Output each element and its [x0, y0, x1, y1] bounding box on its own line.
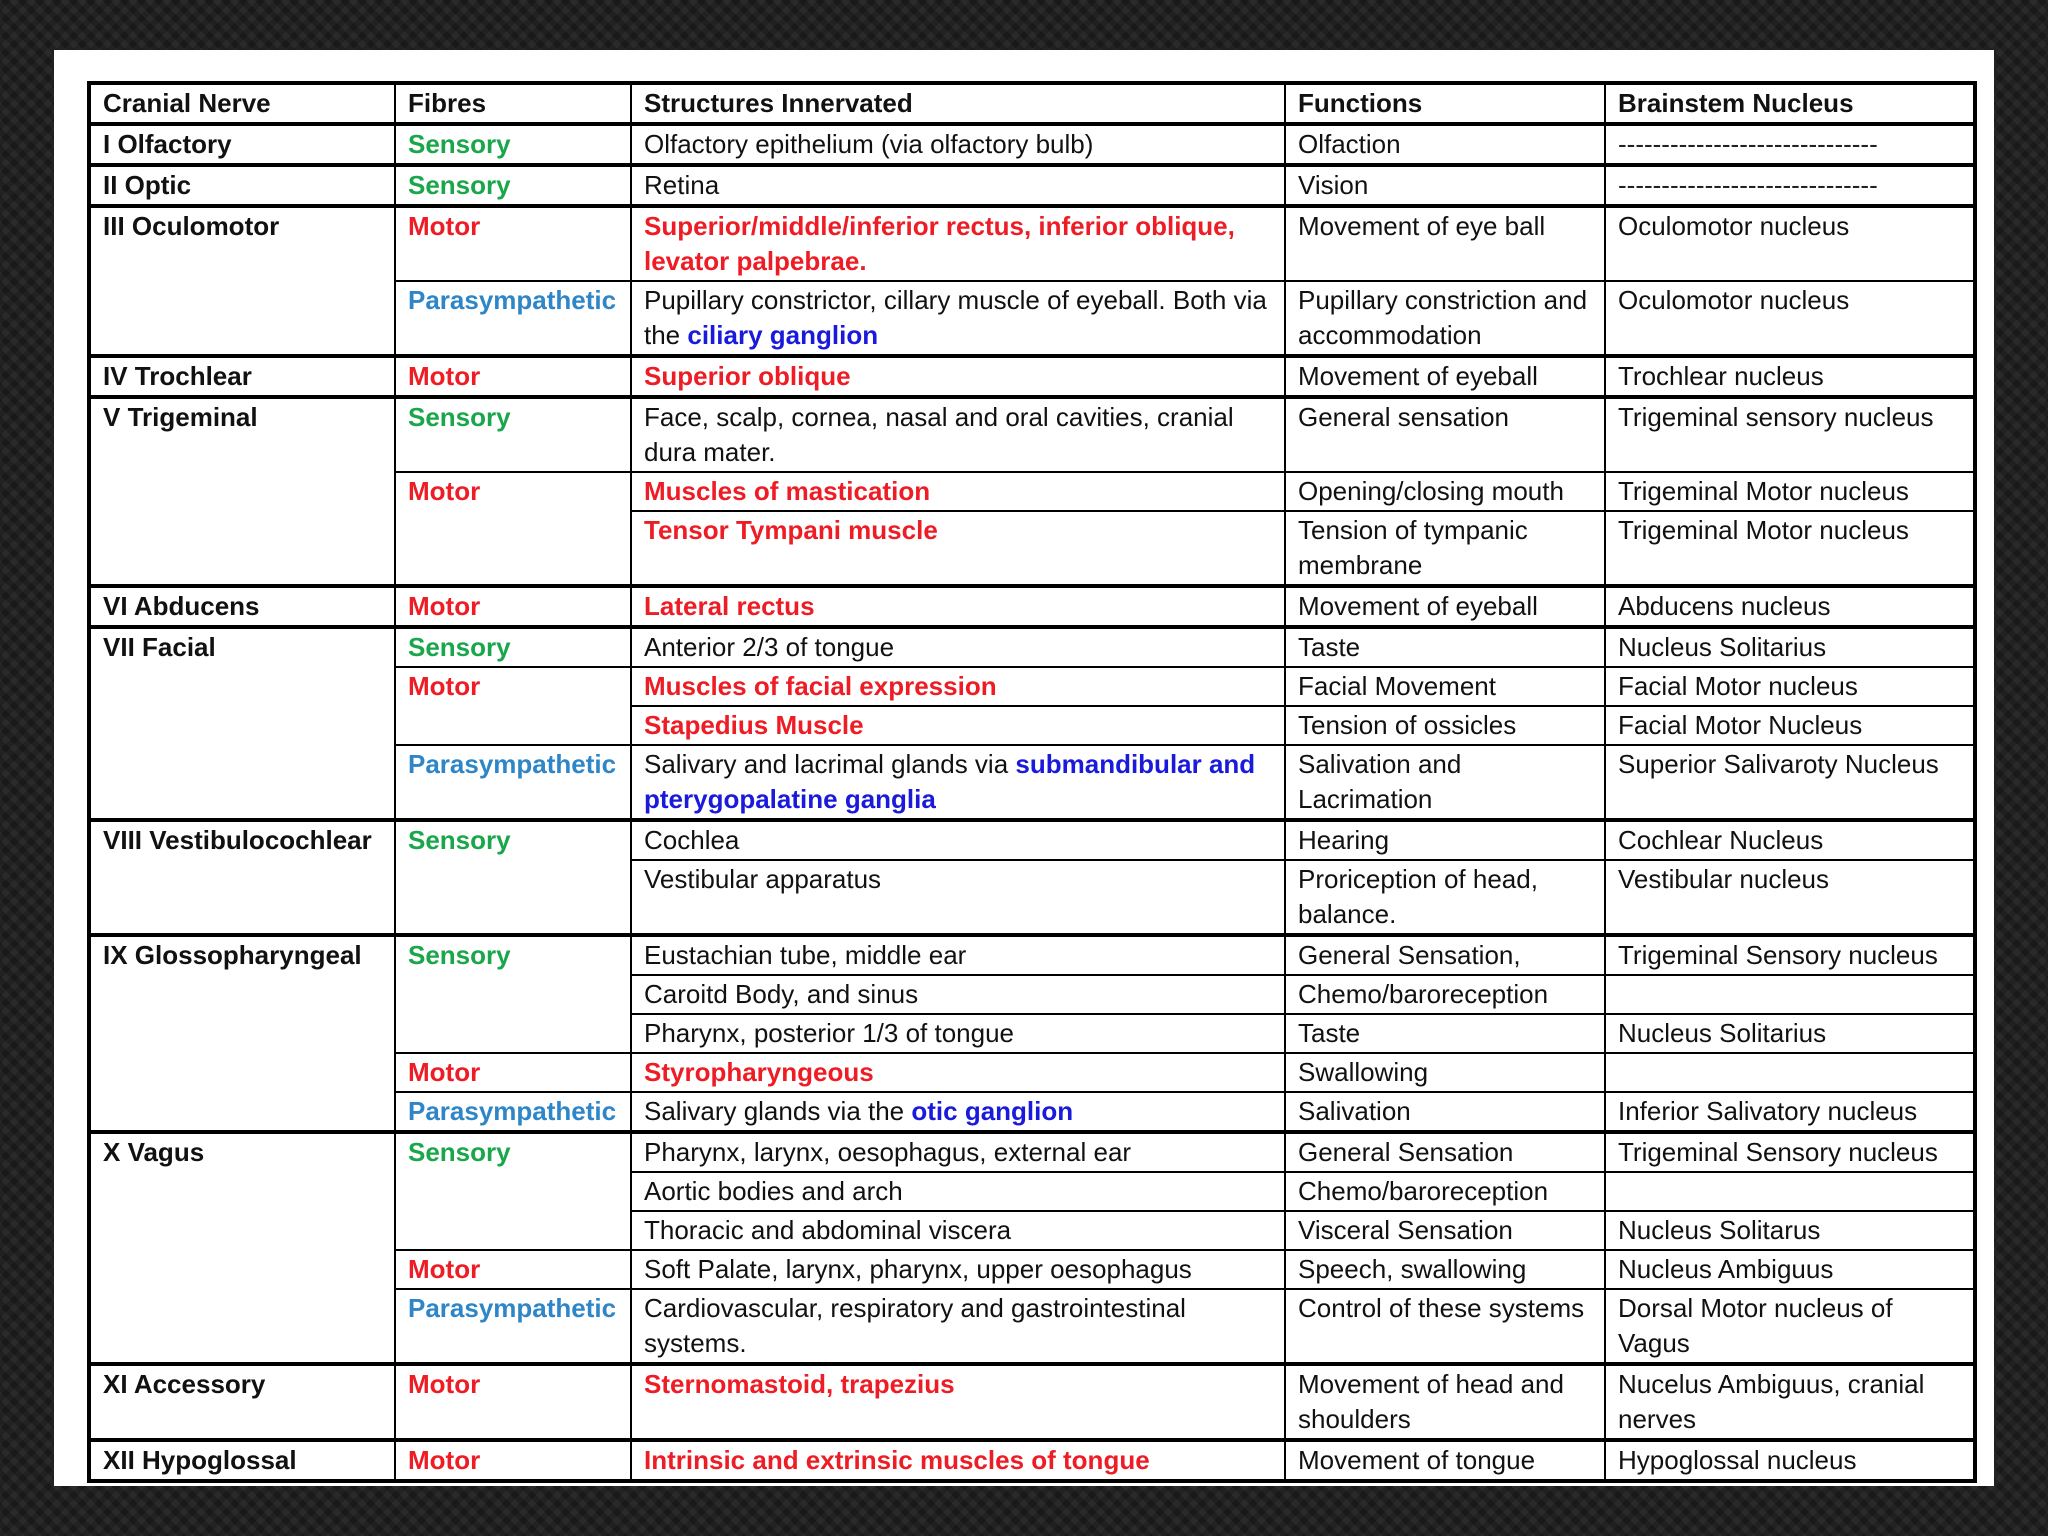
nucleus-cell: Dorsal Motor nucleus of Vagus [1605, 1289, 1975, 1364]
function-cell: General Sensation [1285, 1132, 1605, 1172]
function-cell: Movement of head and shoulders [1285, 1364, 1605, 1440]
table-row [89, 356, 1975, 397]
structure-text: Face, scalp, cornea, nasal and oral cavities, cranial dura mater. [644, 402, 1234, 467]
structures-cell [631, 511, 1285, 586]
table-row [89, 1364, 1975, 1440]
function-cell: Visceral Sensation [1285, 1211, 1605, 1250]
structures-cell [631, 627, 1285, 667]
structure-text: Cardiovascular, respiratory and gastrointestinal systems. [644, 1293, 1186, 1358]
fibre-cell [395, 935, 631, 1053]
nucleus-cell: Trochlear nucleus [1605, 356, 1975, 397]
fibre-cell [395, 1289, 631, 1364]
fibre-cell [395, 586, 631, 627]
table-row [89, 206, 1975, 281]
structures-cell [631, 356, 1285, 397]
nucleus-cell: Nucleus Solitarius [1605, 627, 1975, 667]
fibre-label: Motor [408, 1057, 481, 1087]
cranial-nerve-cell: V Trigeminal [89, 397, 395, 586]
nucleus-cell: Inferior Salivatory nucleus [1605, 1092, 1975, 1132]
structure-text: Salivary glands via the [644, 1096, 912, 1126]
structure-text: Caroitd Body, and sinus [644, 979, 919, 1009]
function-cell: Movement of eyeball [1285, 356, 1605, 397]
nucleus-cell: Nucleus Ambiguus [1605, 1250, 1975, 1289]
structure-text: Superior oblique [644, 361, 851, 391]
structures-cell [631, 1132, 1285, 1172]
header-cell: Functions [1285, 83, 1605, 124]
cranial-nerve-cell: X Vagus [89, 1132, 395, 1364]
table-header-row [89, 83, 1975, 124]
cranial-nerve-cell: XI Accessory [89, 1364, 395, 1440]
cranial-nerve-cell: VIII Vestibulocochlear [89, 820, 395, 935]
function-cell: Olfaction [1285, 124, 1605, 165]
structure-text: Salivary and lacrimal glands via [644, 749, 1016, 779]
fibre-label: Sensory [408, 632, 511, 662]
structures-cell [631, 1250, 1285, 1289]
function-cell: Control of these systems [1285, 1289, 1605, 1364]
structure-text: Cochlea [644, 825, 740, 855]
structures-cell [631, 1211, 1285, 1250]
fibre-cell [395, 667, 631, 745]
header-cell: Structures Innervated [631, 83, 1285, 124]
table-row [89, 124, 1975, 165]
table-row [89, 935, 1975, 975]
fibre-label: Sensory [408, 170, 511, 200]
nucleus-cell: Trigeminal Sensory nucleus [1605, 935, 1975, 975]
fibre-label: Motor [408, 591, 481, 621]
fibre-cell [395, 745, 631, 820]
table-row [89, 586, 1975, 627]
nucleus-cell: Hypoglossal nucleus [1605, 1440, 1975, 1481]
structure-text: Styropharyngeous [644, 1057, 874, 1087]
function-cell: Movement of tongue [1285, 1440, 1605, 1481]
ganglion-text: ciliary ganglion [687, 320, 879, 350]
fibre-label: Motor [408, 671, 481, 701]
function-cell: Taste [1285, 627, 1605, 667]
table-row [89, 1132, 1975, 1172]
fibre-cell [395, 1132, 631, 1250]
cranial-nerve-cell: III Oculomotor [89, 206, 395, 356]
structures-cell [631, 472, 1285, 511]
nucleus-cell: Trigeminal Sensory nucleus [1605, 1132, 1975, 1172]
structure-text: Vestibular apparatus [644, 864, 882, 894]
structure-text: Soft Palate, larynx, pharynx, upper oesophagus [644, 1254, 1192, 1284]
fibre-cell [395, 472, 631, 586]
ganglion-text: submandibular and pterygopalatine ganglia [644, 749, 1256, 814]
function-cell: Chemo/baroreception [1285, 975, 1605, 1014]
function-cell: Salivation [1285, 1092, 1605, 1132]
fibre-cell [395, 1053, 631, 1092]
header-cell: Fibres [395, 83, 631, 124]
header-cell: Cranial Nerve [89, 83, 395, 124]
fibre-label: Parasympathetic [408, 285, 617, 315]
structure-text: Muscles of mastication [644, 476, 931, 506]
fibre-cell [395, 627, 631, 667]
nucleus-cell: Oculomotor nucleus [1605, 206, 1975, 281]
structures-cell [631, 1440, 1285, 1481]
function-cell: Taste [1285, 1014, 1605, 1053]
fibre-cell [395, 1440, 631, 1481]
structures-cell [631, 1092, 1285, 1132]
fibre-cell [395, 397, 631, 472]
cranial-nerve-cell: VI Abducens [89, 586, 395, 627]
structure-text: Tensor Tympani muscle [644, 515, 938, 545]
nucleus-cell: Oculomotor nucleus [1605, 281, 1975, 356]
function-cell: Proriception of head, balance. [1285, 860, 1605, 935]
fibre-label: Parasympathetic [408, 1096, 617, 1126]
function-cell: Opening/closing mouth [1285, 472, 1605, 511]
nucleus-cell [1605, 1053, 1975, 1092]
function-cell: Tension of tympanic membrane [1285, 511, 1605, 586]
structures-cell [631, 820, 1285, 860]
fibre-label: Motor [408, 1445, 481, 1475]
fibre-label: Motor [408, 211, 481, 241]
cranial-nerve-table [87, 81, 1977, 1483]
function-cell: General Sensation, [1285, 935, 1605, 975]
structure-text: Lateral rectus [644, 591, 815, 621]
document-sheet [54, 50, 1994, 1486]
fibre-cell [395, 281, 631, 356]
structure-text: Intrinsic and extrinsic muscles of tongue [644, 1445, 1150, 1475]
nucleus-cell: Nucelus Ambiguus, cranial nerves [1605, 1364, 1975, 1440]
structure-text: Anterior 2/3 of tongue [644, 632, 895, 662]
structure-text: Pharynx, larynx, oesophagus, external ear [644, 1137, 1132, 1167]
fibre-label: Sensory [408, 940, 511, 970]
nucleus-cell: Trigeminal Motor nucleus [1605, 511, 1975, 586]
fibre-cell [395, 356, 631, 397]
cranial-nerve-cell: XII Hypoglossal [89, 1440, 395, 1481]
structures-cell [631, 586, 1285, 627]
fibre-label: Sensory [408, 825, 511, 855]
structures-cell [631, 124, 1285, 165]
function-cell: Vision [1285, 165, 1605, 206]
structure-text: Eustachian tube, middle ear [644, 940, 967, 970]
function-cell: General sensation [1285, 397, 1605, 472]
cranial-nerve-cell: IV Trochlear [89, 356, 395, 397]
structures-cell [631, 1014, 1285, 1053]
structures-cell [631, 165, 1285, 206]
fibre-label: Sensory [408, 1137, 511, 1167]
structure-text: Retina [644, 170, 720, 200]
fibre-label: Parasympathetic [408, 1293, 617, 1323]
fibre-label: Motor [408, 476, 481, 506]
table-body [89, 124, 1975, 1481]
cranial-nerve-cell: II Optic [89, 165, 395, 206]
header-cell: Brainstem Nucleus [1605, 83, 1975, 124]
function-cell: Chemo/baroreception [1285, 1172, 1605, 1211]
structures-cell [631, 1172, 1285, 1211]
function-cell: Speech, swallowing [1285, 1250, 1605, 1289]
fibre-cell [395, 1092, 631, 1132]
structure-text: Pharynx, posterior 1/3 of tongue [644, 1018, 1015, 1048]
fibre-cell [395, 820, 631, 935]
function-cell: Movement of eyeball [1285, 586, 1605, 627]
structure-text: Olfactory epithelium (via olfactory bulb) [644, 129, 1094, 159]
nucleus-cell: Facial Motor nucleus [1605, 667, 1975, 706]
table-row [89, 165, 1975, 206]
fibre-cell [395, 165, 631, 206]
structures-cell [631, 706, 1285, 745]
nucleus-cell: Superior Salivaroty Nucleus [1605, 745, 1975, 820]
function-cell: Salivation and Lacrimation [1285, 745, 1605, 820]
table-row [89, 1440, 1975, 1481]
nucleus-cell: Cochlear Nucleus [1605, 820, 1975, 860]
fibre-label: Parasympathetic [408, 749, 617, 779]
nucleus-cell: Abducens nucleus [1605, 586, 1975, 627]
structures-cell [631, 935, 1285, 975]
fibre-label: Motor [408, 1254, 481, 1284]
structure-text: Superior/middle/inferior rectus, inferior oblique, levator palpebrae. [644, 211, 1235, 276]
nucleus-cell: ------------------------------ [1605, 124, 1975, 165]
nucleus-cell: ------------------------------ [1605, 165, 1975, 206]
structures-cell [631, 397, 1285, 472]
fibre-cell [395, 124, 631, 165]
cranial-nerve-cell: I Olfactory [89, 124, 395, 165]
ganglion-text: otic ganglion [911, 1096, 1074, 1126]
structures-cell [631, 206, 1285, 281]
fibre-label: Sensory [408, 402, 511, 432]
function-cell: Facial Movement [1285, 667, 1605, 706]
fibre-cell [395, 1364, 631, 1440]
nucleus-cell [1605, 975, 1975, 1014]
function-cell: Movement of eye ball [1285, 206, 1605, 281]
structure-text: Stapedius Muscle [644, 710, 864, 740]
function-cell: Tension of ossicles [1285, 706, 1605, 745]
table-row [89, 820, 1975, 860]
function-cell: Hearing [1285, 820, 1605, 860]
fibre-cell [395, 206, 631, 281]
structure-text: Aortic bodies and arch [644, 1176, 903, 1206]
fibre-label: Motor [408, 361, 481, 391]
structures-cell [631, 975, 1285, 1014]
structures-cell [631, 667, 1285, 706]
fibre-cell [395, 1250, 631, 1289]
nucleus-cell [1605, 1172, 1975, 1211]
structure-text: Thoracic and abdominal viscera [644, 1215, 1012, 1245]
structure-text: Pupillary constrictor, cillary muscle of eyeball. Both via the [644, 285, 1267, 350]
cranial-nerve-cell: VII Facial [89, 627, 395, 820]
function-cell: Swallowing [1285, 1053, 1605, 1092]
structures-cell [631, 1364, 1285, 1440]
nucleus-cell: Nucleus Solitarus [1605, 1211, 1975, 1250]
table-row [89, 627, 1975, 667]
table-row [89, 397, 1975, 472]
structures-cell [631, 860, 1285, 935]
nucleus-cell: Facial Motor Nucleus [1605, 706, 1975, 745]
nucleus-cell: Nucleus Solitarius [1605, 1014, 1975, 1053]
structures-cell [631, 281, 1285, 356]
fibre-label: Sensory [408, 129, 511, 159]
structures-cell [631, 1289, 1285, 1364]
structures-cell [631, 1053, 1285, 1092]
nucleus-cell: Trigeminal Motor nucleus [1605, 472, 1975, 511]
fibre-label: Motor [408, 1369, 481, 1399]
structures-cell [631, 745, 1285, 820]
function-cell: Pupillary constriction and accommodation [1285, 281, 1605, 356]
nucleus-cell: Trigeminal sensory nucleus [1605, 397, 1975, 472]
cranial-nerve-cell: IX Glossopharyngeal [89, 935, 395, 1132]
structure-text: Sternomastoid, trapezius [644, 1369, 955, 1399]
nucleus-cell: Vestibular nucleus [1605, 860, 1975, 935]
structure-text: Muscles of facial expression [644, 671, 997, 701]
